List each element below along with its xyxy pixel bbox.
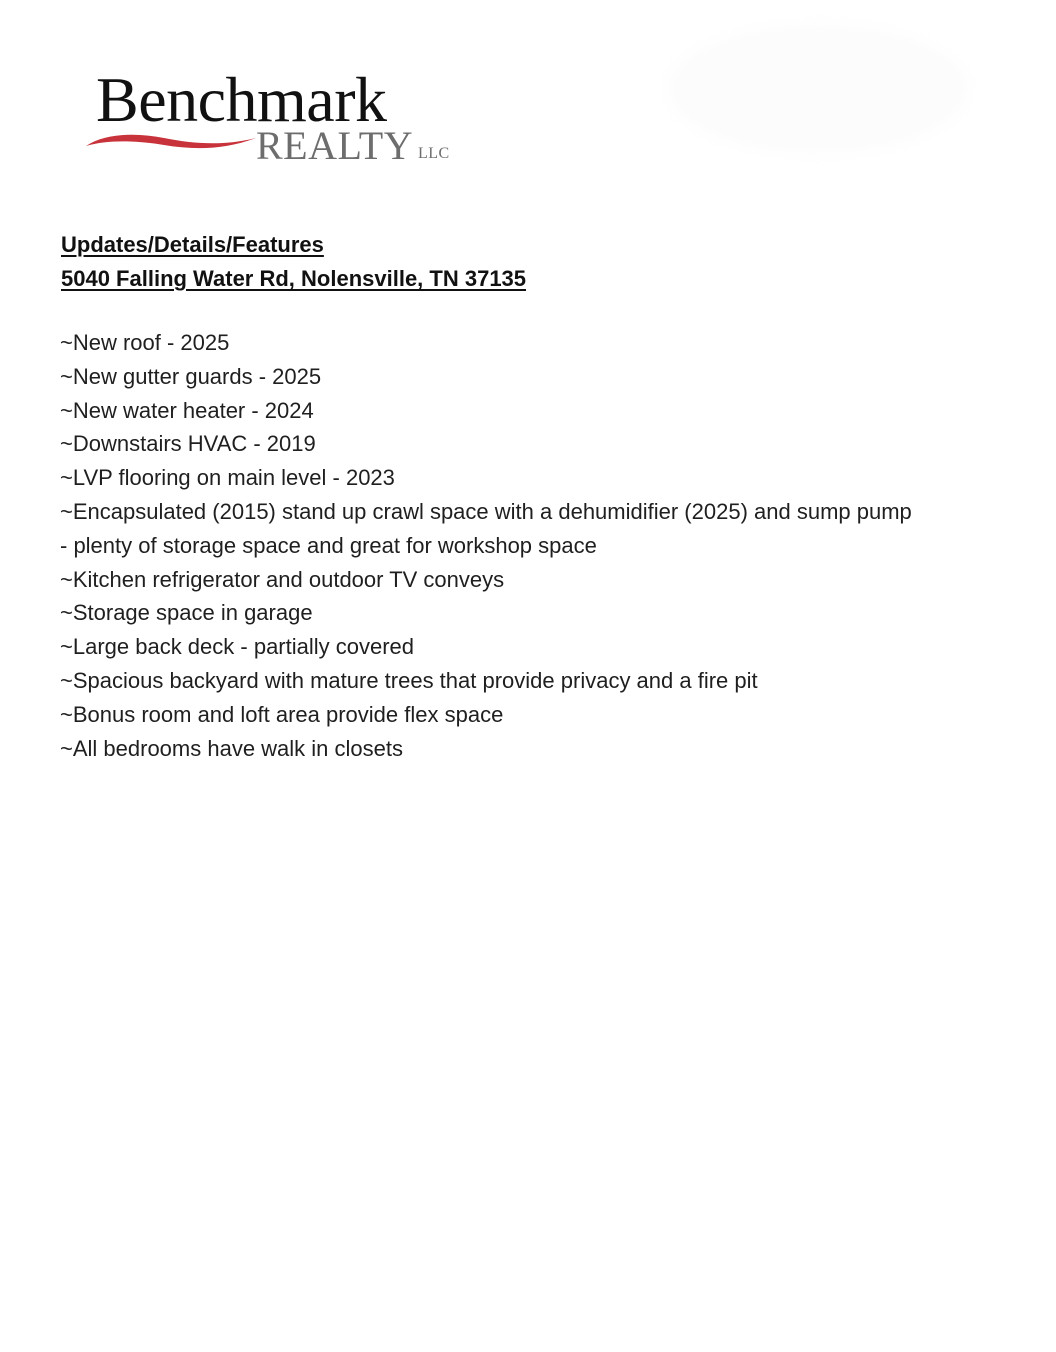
features-list: [60, 326, 912, 765]
feature-item: ~New gutter guards - 2025: [60, 363, 322, 389]
feature-item: ~Downstairs HVAC - 2019: [60, 431, 316, 457]
feature-item: ~New roof - 2025: [60, 330, 230, 355]
feature-item: ~New water heater - 2024: [60, 397, 314, 423]
feature-item: - plenty of storage space and great for workshop space: [60, 532, 597, 558]
property-address: 5040 Falling Water Rd, Nolensville, TN 37135: [61, 266, 527, 291]
logo-suffix: LLC: [418, 145, 450, 162]
feature-item: ~Storage space in garage: [60, 600, 313, 626]
document-heading: [61, 228, 526, 296]
feature-item: ~Encapsulated (2015) stand up crawl space with a dehumidifier (2025) and sump pump: [60, 498, 912, 524]
logo-name: Benchmark: [96, 64, 387, 135]
redacted-area: [668, 24, 968, 154]
benchmark-realty-logo: [84, 66, 464, 176]
feature-item: ~All bedrooms have walk in closets: [60, 735, 403, 761]
feature-item: ~Large back deck - partially covered: [60, 634, 415, 660]
heading-title: Updates/Details/Features: [61, 232, 324, 257]
logo-subtitle: REALTY: [256, 123, 414, 168]
feature-item: ~LVP flooring on main level - 2023: [60, 465, 395, 491]
feature-item: ~Bonus room and loft area provide flex space: [60, 701, 504, 727]
feature-item: ~Kitchen refrigerator and outdoor TV conveys: [60, 566, 505, 592]
feature-item: ~Spacious backyard with mature trees that provide privacy and a fire pit: [60, 667, 758, 693]
